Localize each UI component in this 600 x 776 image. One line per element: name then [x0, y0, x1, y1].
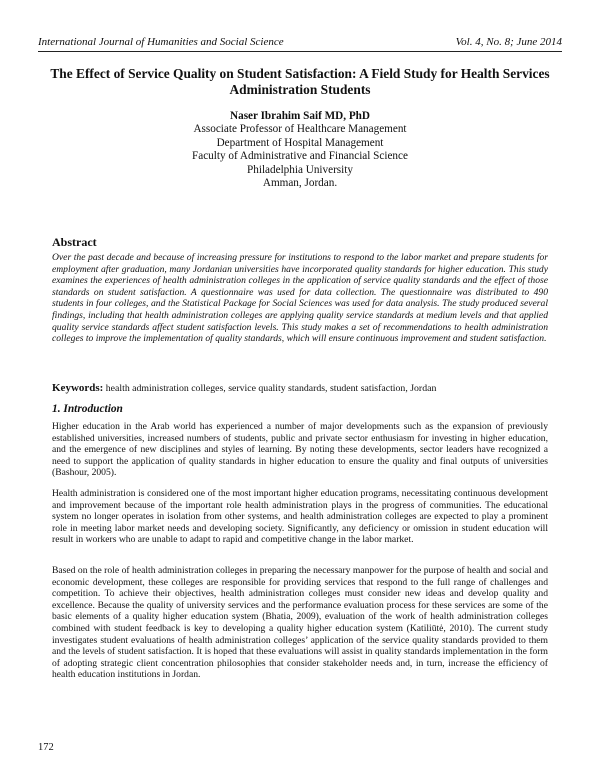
affiliation-line: Philadelphia University	[247, 163, 353, 176]
journal-name: International Journal of Humanities and Social Science	[38, 36, 284, 48]
keywords-text: health administration colleges, service quality standards, student satisfaction, Jordan	[105, 383, 437, 394]
keywords	[52, 382, 548, 395]
paper-title: The Effect of Service Quality on Student Satisfaction: A Field Study for Health Services Administration Students	[50, 66, 550, 97]
author-name: Naser Ibrahim Saif MD, PhD	[230, 110, 370, 122]
running-header	[38, 36, 562, 48]
section-heading: 1. Introduction	[52, 403, 123, 415]
abstract-heading: Abstract	[52, 235, 97, 249]
affiliation-line: Faculty of Administrative and Financial Science	[192, 150, 408, 163]
body-paragraph: Health administration is considered one of the most important higher education programs, necessitating continuous development and improvement because of the important role health administration plays in the progress of communities. The educational system no longer operates in isolation from other systems, and health administration colleges are expected to play a prominent role in meeting labor market needs and developing society. Significantly, any deficiency or omission in student education will result in workers who are unable to adapt to rapid and competitive change in the labor market.	[52, 488, 548, 546]
keywords-label: Keywords:	[52, 382, 104, 394]
affiliation-line: Amman, Jordan.	[262, 177, 338, 190]
issue-info: Vol. 4, No. 8; June 2014	[455, 36, 562, 48]
author-block	[50, 110, 550, 190]
abstract-text: Over the past decade and because of increasing pressure for institutions to respond to the labor market and prepare students for employment after graduation, many Jordanian universities have incorporated quality standards for higher education. This study examines the experiences of health administration colleges in the application of service quality standards and the effect of those standards on student satisfaction. A questionnaire was used for data collection. The questionnaire was distributed to 490 students in four colleges, and the Statistical Package for Social Sciences was used for data analysis. The study produced several findings, including that health administration colleges are applying quality service standards at medium levels and that applied quality service standards affect student satisfaction levels. This study makes a set of recommendations to health administration colleges to improve the implementation of quality standards, which will ensure continuous improvement and student satisfaction.	[52, 252, 548, 345]
affiliation-line: Department of Hospital Management	[216, 136, 384, 149]
body-paragraph: Higher education in the Arab world has experienced a number of major developments such as the expansion of previously established universities, increased numbers of students, public and private sector enthusiasm for investing in higher education, and the emergence of new disciplines and styles of learning. By noting these developments, sector leaders have recognized a need to support the application of quality standards in higher education to ensure the quality and final outputs of universities (Bashour, 2005).	[52, 421, 548, 479]
page-number: 172	[38, 742, 54, 753]
header-rule	[38, 51, 562, 52]
body-paragraph: Based on the role of health administration colleges in preparing the necessary manpower for the purpose of health and social and economic development, these colleges are responsible for providing services that respond to the full range of challenges and competition. To achieve their objectives, health administration colleges must consider new ideas and develop quality and excellence. Because the quality of university services and the performance evaluation process for these services are some of the basic elements of a quality higher education system (Bhatia, 2009), evaluation of the work of health administration colleges combined with student feedback is key to developing a quality higher education system (Katiliūtė, 2010). The current study investigates student evaluations of health administration colleges’ application of the service quality standards provided to them and the levels of student satisfaction. It is hoped that these evaluations will assist in quality standards implementation in the form of adopting strategic client concentration philosophies that consider stakeholder needs and, in turn, increase the efficiency of health education institutions in Jordan.	[52, 565, 548, 681]
affiliation-line: Associate Professor of Healthcare Management	[193, 123, 407, 136]
